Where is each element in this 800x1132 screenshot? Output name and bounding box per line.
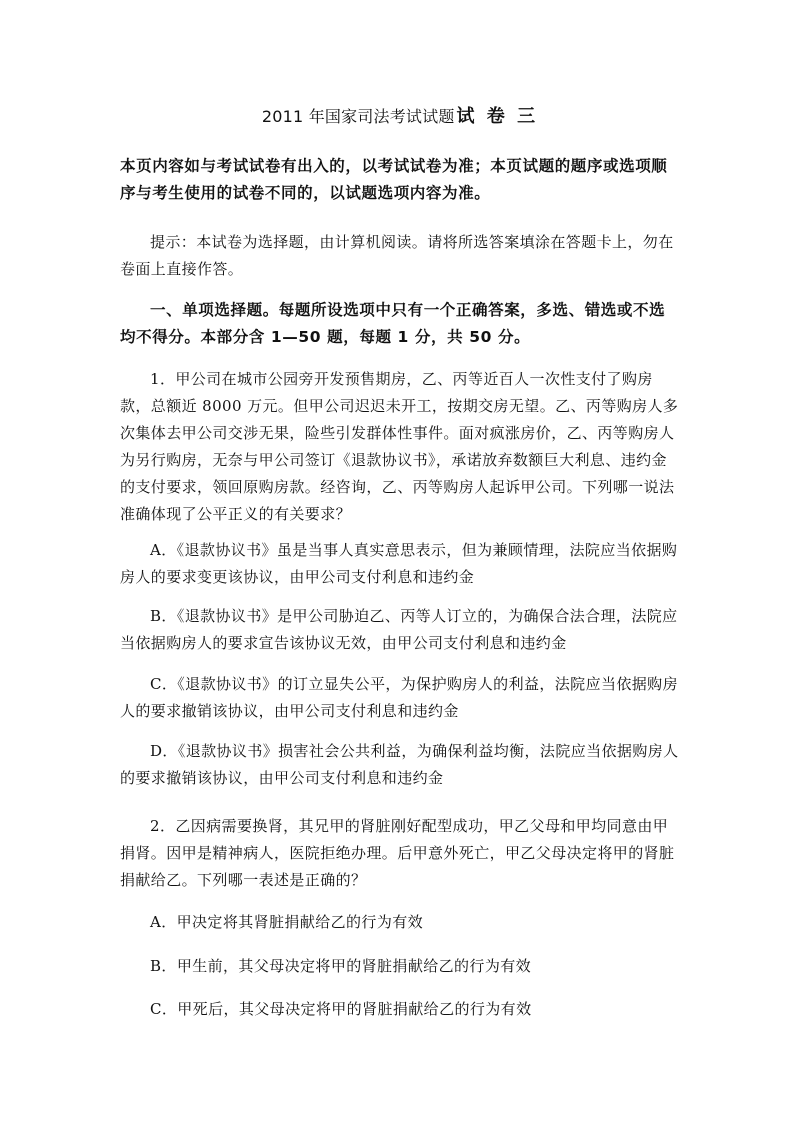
section-heading: 一、单项选择题。每题所设选项中只有一个正确答案，多选、错选或不选均不得分。本部分含 1—50 题，每题 1 分，共 50 分。 [120,301,666,346]
question-1-option-c: C．《退款协议书》的订立显失公平，为保护购房人的利益，法院应当依据购房人的要求撤销该协议，由甲公司支付利息和违约金 [120,675,678,720]
question-1-option-b: B．《退款协议书》是甲公司胁迫乙、丙等人订立的，为确保合法合理，法院应当依据购房人的要求宣告该协议无效，由甲公司支付利息和违约金 [120,607,678,652]
question-1-option-a: A．《退款协议书》虽是当事人真实意思表示，但为兼顾情理，法院应当依据购房人的要求变更该协议，由甲公司支付利息和违约金 [120,541,678,586]
page-title [120,106,680,128]
question-1-stem: 1．甲公司在城市公园旁开发预售期房，乙、丙等近百人一次性支付了购房款，总额近 8000 万元。但甲公司迟迟未开工，按期交房无望。乙、丙等购房人多次集体去甲公司交涉无果，险些引发群体性事件。面对疯涨房价，乙、丙等购房人为另行购房，无奈与甲公司签订《退款协议书》，承诺放弃数额巨大利息、违约金的支付要求，领回原购房款。经咨询，乙、丙等购房人起诉甲公司。下列哪一说法准确体现了公平正义的有关要求？ [120,370,679,523]
question-2-option-b: B．甲生前，其父母决定将甲的肾脏捐献给乙的行为有效 [150,957,532,975]
title-main: 2011 年国家司法考试试题 [261,107,455,126]
exam-hint: 提示：本试卷为选择题，由计算机阅读。请将所选答案填涂在答题卡上，勿在卷面上直接作答。 [120,233,674,278]
question-2-option-c: C．甲死后，其父母决定将甲的肾脏捐献给乙的行为有效 [150,1000,532,1018]
question-2-option-a: A．甲决定将其肾脏捐献给乙的行为有效 [150,913,424,931]
question-1-option-d: D．《退款协议书》损害社会公共利益，为确保利益均衡，法院应当依据购房人的要求撤销该协议，由甲公司支付利息和违约金 [120,742,679,787]
title-suffix: 试 卷 三 [456,106,539,127]
question-2-stem: 2．乙因病需要换肾，其兄甲的肾脏刚好配型成功，甲乙父母和甲均同意由甲捐肾。因甲是精神病人，医院拒绝办理。后甲意外死亡，甲乙父母决定将甲的肾脏捐献给乙。下列哪一表述是正确的？ [120,817,675,889]
exam-notice: 本页内容如与考试试卷有出入的，以考试试卷为准；本页试题的题序或选项顺序与考生使用的试卷不同的，以试题选项内容为准。 [120,157,668,202]
